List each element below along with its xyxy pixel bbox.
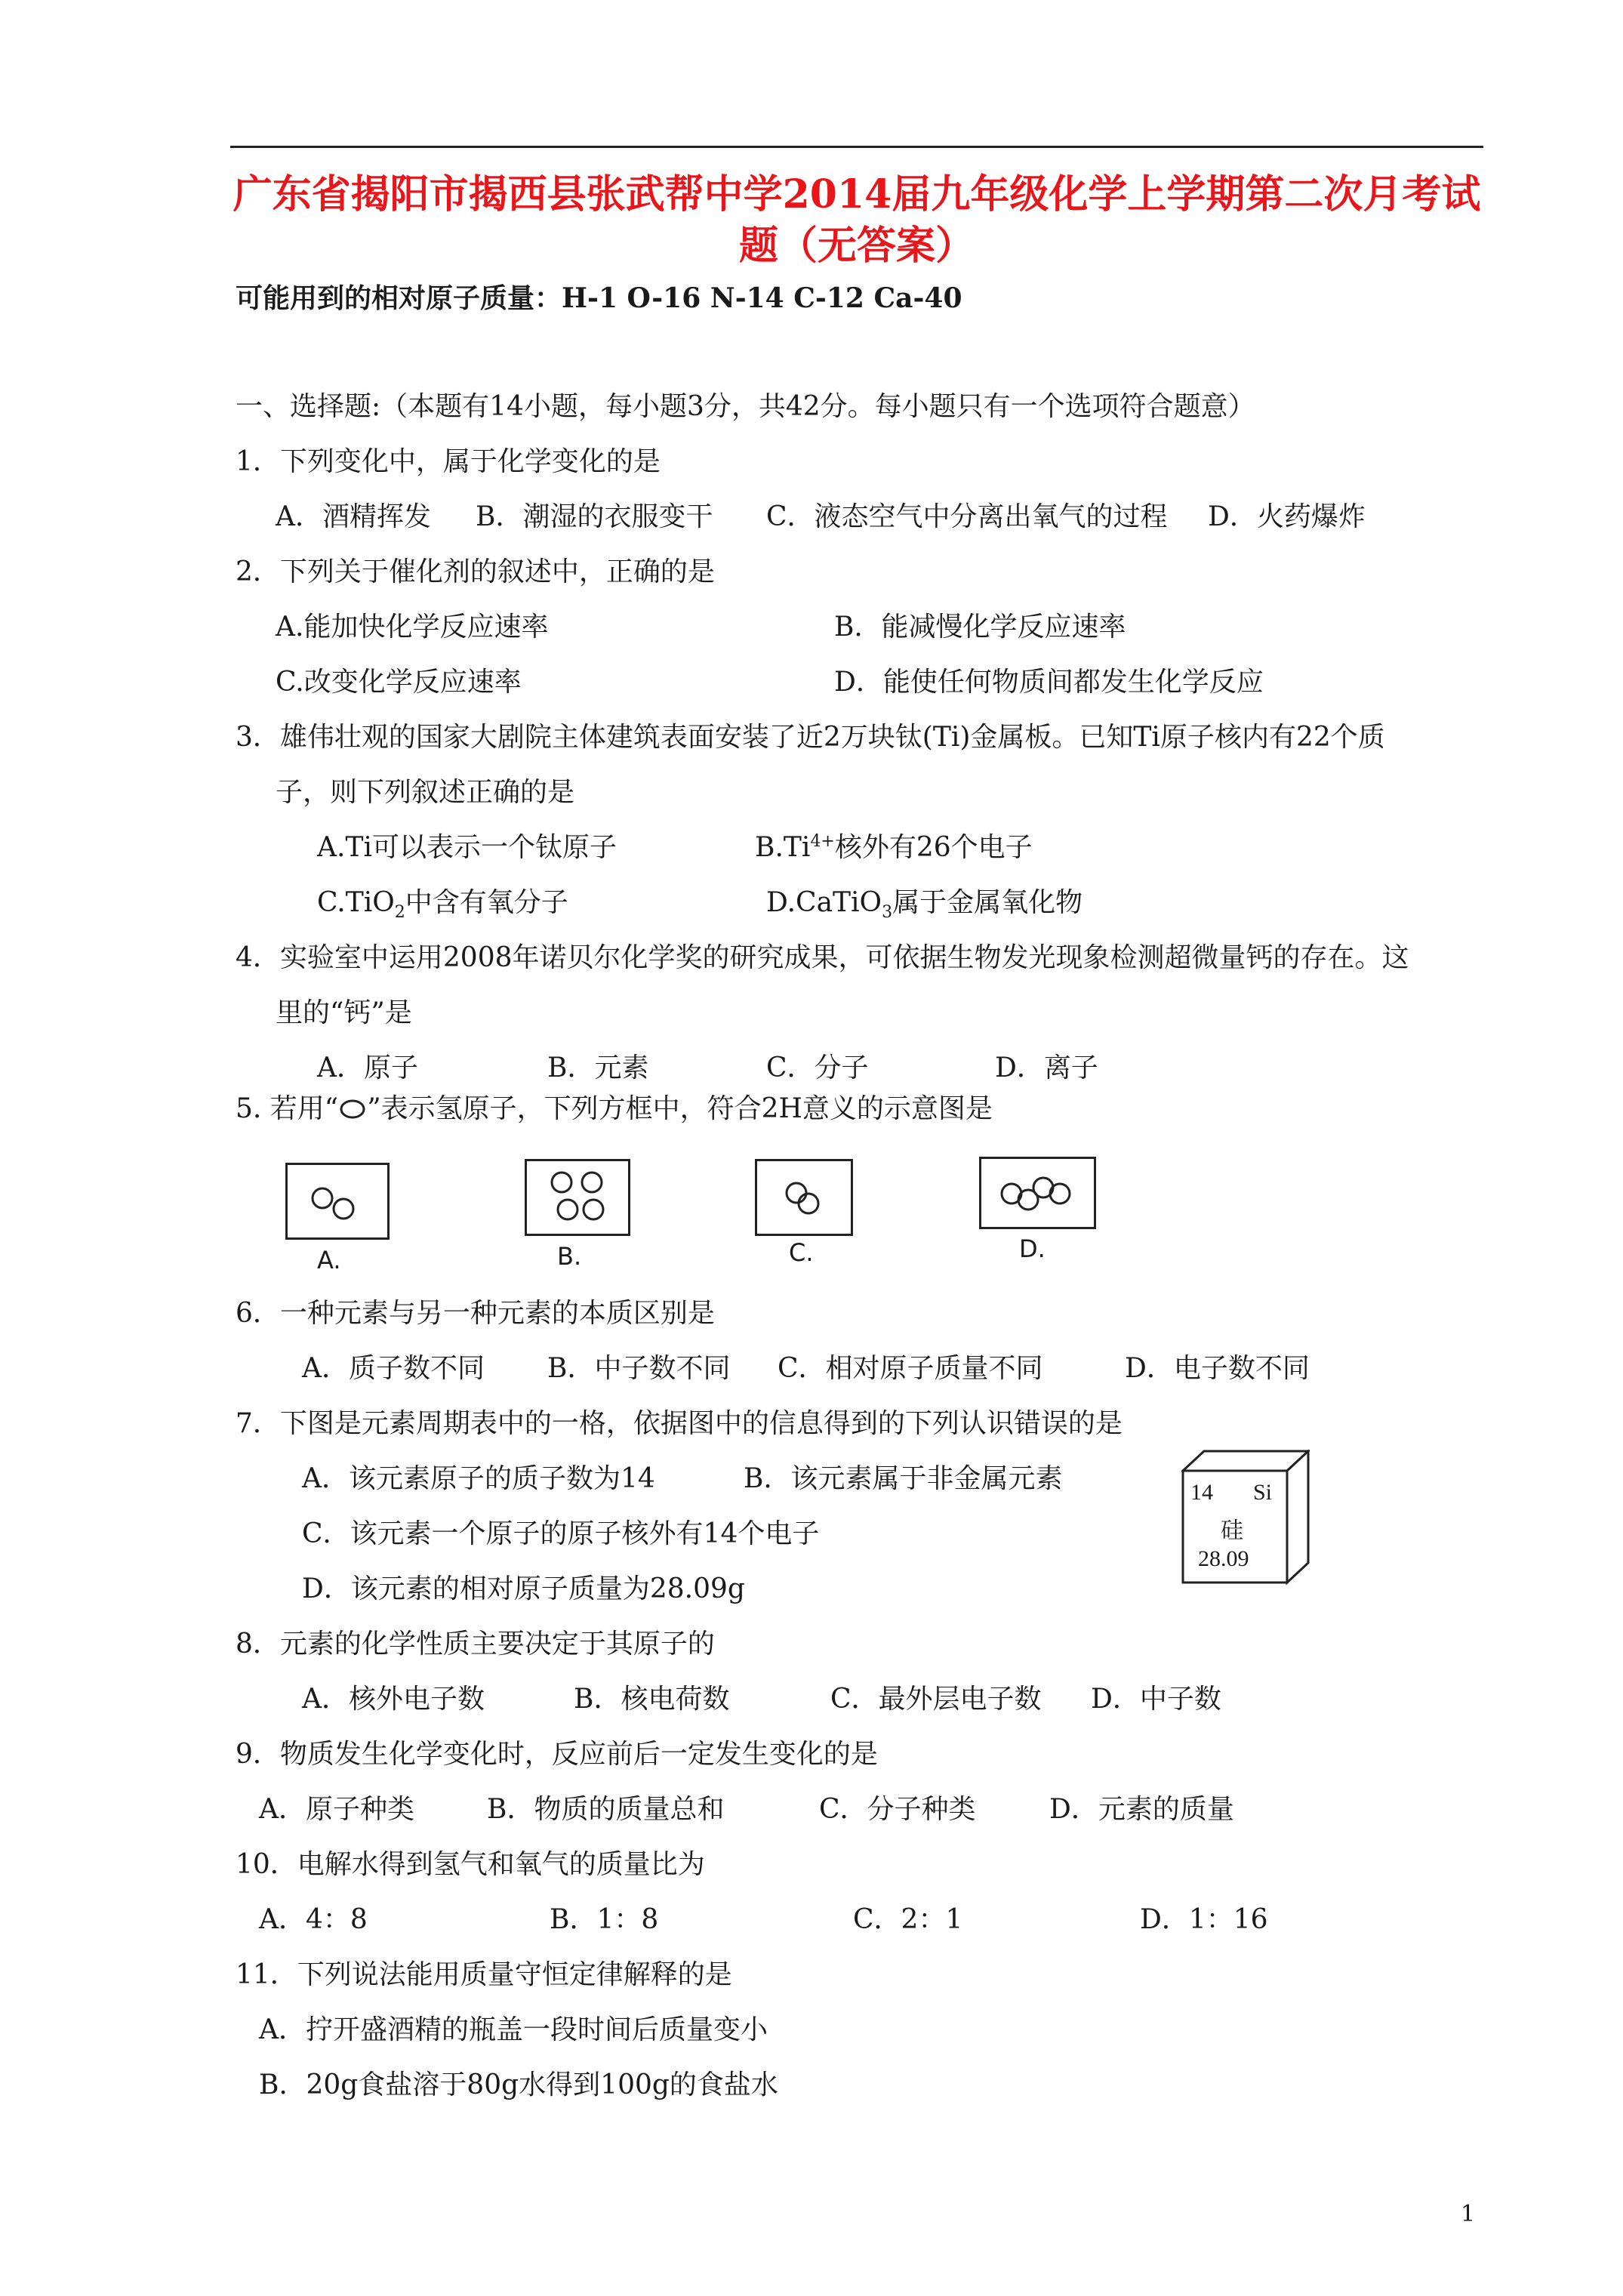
q9-stem: 9．物质发生化学变化时，反应前后一定发生变化的是 <box>236 1739 878 1770</box>
q3-option-b: $B.Ti^{4+}$核外有26个电子 <box>755 832 1033 863</box>
q7-option-d: D．该元素的相对原子质量为28.09g <box>302 1573 745 1604</box>
q4-option-d: D．离子 <box>995 1052 1098 1083</box>
hydrogen-atom-symbol-icon <box>338 1098 367 1120</box>
q8-option-b: B．核电荷数 <box>574 1684 730 1715</box>
q4-stem-line1: 4．实验室中运用2008年诺贝尔化学奖的研究成果，可依据生物发光现象检测超微量钙的存在。这 <box>236 942 1409 973</box>
q2-option-b: B．能减慢化学反应速率 <box>834 612 1126 643</box>
q7-option-a: A．该元素原子的质子数为14 <box>302 1463 655 1494</box>
q9-option-d: D．元素的质量 <box>1049 1794 1234 1825</box>
element-symbol: Si <box>1253 1480 1273 1505</box>
q5-stem: 5. 若用“ ”表示氢原子，下列方框中，符合2H意义的示意图是 <box>236 1093 993 1124</box>
q8-option-a: A．核外电子数 <box>302 1684 485 1715</box>
q2-option-d: D．能使任何物质间都发生化学反应 <box>834 667 1264 698</box>
q2-option-c: C.改变化学反应速率 <box>276 667 522 698</box>
q1-option-d: D．火药爆炸 <box>1208 501 1366 532</box>
diagram-c-label: C. <box>789 1238 814 1267</box>
diagram-a-atoms <box>288 1165 387 1237</box>
diagram-a-box <box>285 1163 390 1240</box>
q11-option-b: B．20g食盐溶于80g水得到100g的食盐水 <box>259 2069 778 2100</box>
diagram-b-box <box>525 1159 630 1236</box>
q6-stem: 6．一种元素与另一种元素的本质区别是 <box>236 1298 715 1329</box>
q11-option-a: A．拧开盛酒精的瓶盖一段时间后质量变小 <box>259 2014 768 2045</box>
diagram-c-atoms <box>757 1161 851 1234</box>
q3-stem-line2: 子，则下列叙述正确的是 <box>276 777 575 808</box>
q4-option-a: A．原子 <box>317 1052 418 1083</box>
header-rule <box>230 146 1483 148</box>
section-heading: 一、选择题:（本题有14小题，每小题3分，共42分。每小题只有一个选项符合题意） <box>236 391 1255 422</box>
q4-option-b: B．元素 <box>547 1052 649 1083</box>
q4-option-c: C．分子 <box>766 1052 869 1083</box>
q9-option-b: B．物质的质量总和 <box>487 1794 725 1825</box>
diagram-d-atoms <box>981 1159 1094 1227</box>
q3-stem-line1: 3．雄伟壮观的国家大剧院主体建筑表面安装了近2万块钛(Ti)金属板。已知Ti原子核内有22个质 <box>236 722 1385 753</box>
q10-option-d: D．1：16 <box>1140 1904 1268 1935</box>
element-name: 硅 <box>1221 1518 1243 1544</box>
page-number: 1 <box>1461 2201 1476 2227</box>
q8-stem: 8．元素的化学性质主要决定于其原子的 <box>236 1629 715 1660</box>
q6-option-c: C．相对原子质量不同 <box>778 1353 1043 1384</box>
q2-stem: 2．下列关于催化剂的叙述中，正确的是 <box>236 556 715 587</box>
q7-stem: 7．下图是元素周期表中的一格，依据图中的信息得到的下列认识错误的是 <box>236 1408 1123 1439</box>
diagram-c-box <box>755 1159 853 1236</box>
q8-option-c: C．最外层电子数 <box>830 1684 1042 1715</box>
q4-stem-line2: 里的“钙”是 <box>276 997 412 1028</box>
q6-option-a: A．质子数不同 <box>302 1353 485 1384</box>
diagram-a-label: A. <box>317 1246 341 1274</box>
diagram-d-box <box>979 1157 1096 1229</box>
q11-stem: 11．下列说法能用质量守恒定律解释的是 <box>236 1959 732 1990</box>
q1-stem: 1．下列变化中，属于化学变化的是 <box>236 446 661 477</box>
q1-option-b: B．潮湿的衣服变干 <box>476 501 713 532</box>
exam-title-line1: 广东省揭阳市揭西县张武帮中学2014届九年级化学上学期第二次月考试 <box>233 171 1481 217</box>
q1-option-a: A．酒精挥发 <box>276 501 431 532</box>
q3-option-d: D.CaTiO$_3$属于金属氧化物 <box>766 887 1083 923</box>
q2-option-a: A.能加快化学反应速率 <box>276 612 549 643</box>
q6-option-b: B．中子数不同 <box>547 1353 731 1384</box>
element-atomic-mass: 28.09 <box>1198 1546 1249 1571</box>
diagram-b-atoms <box>527 1161 628 1234</box>
q7-option-c: C．该元素一个原子的原子核外有14个电子 <box>302 1518 820 1549</box>
q10-option-a: A．4：8 <box>259 1904 368 1935</box>
element-atomic-number: 14 <box>1190 1480 1213 1505</box>
exam-title-line2: 题（无答案） <box>738 223 975 269</box>
periodic-table-cell <box>1181 1450 1310 1586</box>
q1-option-c: C．液态空气中分离出氧气的过程 <box>766 501 1168 532</box>
diagram-d-label: D. <box>1019 1234 1046 1263</box>
q8-option-d: D．中子数 <box>1091 1684 1221 1715</box>
q6-option-d: D．电子数不同 <box>1125 1353 1310 1384</box>
q9-option-c: C．分子种类 <box>819 1794 976 1825</box>
q3-option-a: A.Ti可以表示一个钛原子 <box>317 832 617 863</box>
diagram-b-label: B. <box>557 1242 582 1271</box>
atomic-masses: 可能用到的相对原子质量：H-1 O-16 N-14 C-12 Ca-40 <box>236 282 962 314</box>
q10-option-b: B．1：8 <box>550 1904 659 1935</box>
q10-option-c: C．2：1 <box>853 1904 963 1935</box>
q3-option-c: C.TiO$_2$中含有氧分子 <box>317 887 568 923</box>
q9-option-a: A．原子种类 <box>259 1794 414 1825</box>
q10-stem: 10．电解水得到氢气和氧气的质量比为 <box>236 1849 705 1880</box>
q7-option-b: B．该元素属于非金属元素 <box>744 1463 1063 1494</box>
